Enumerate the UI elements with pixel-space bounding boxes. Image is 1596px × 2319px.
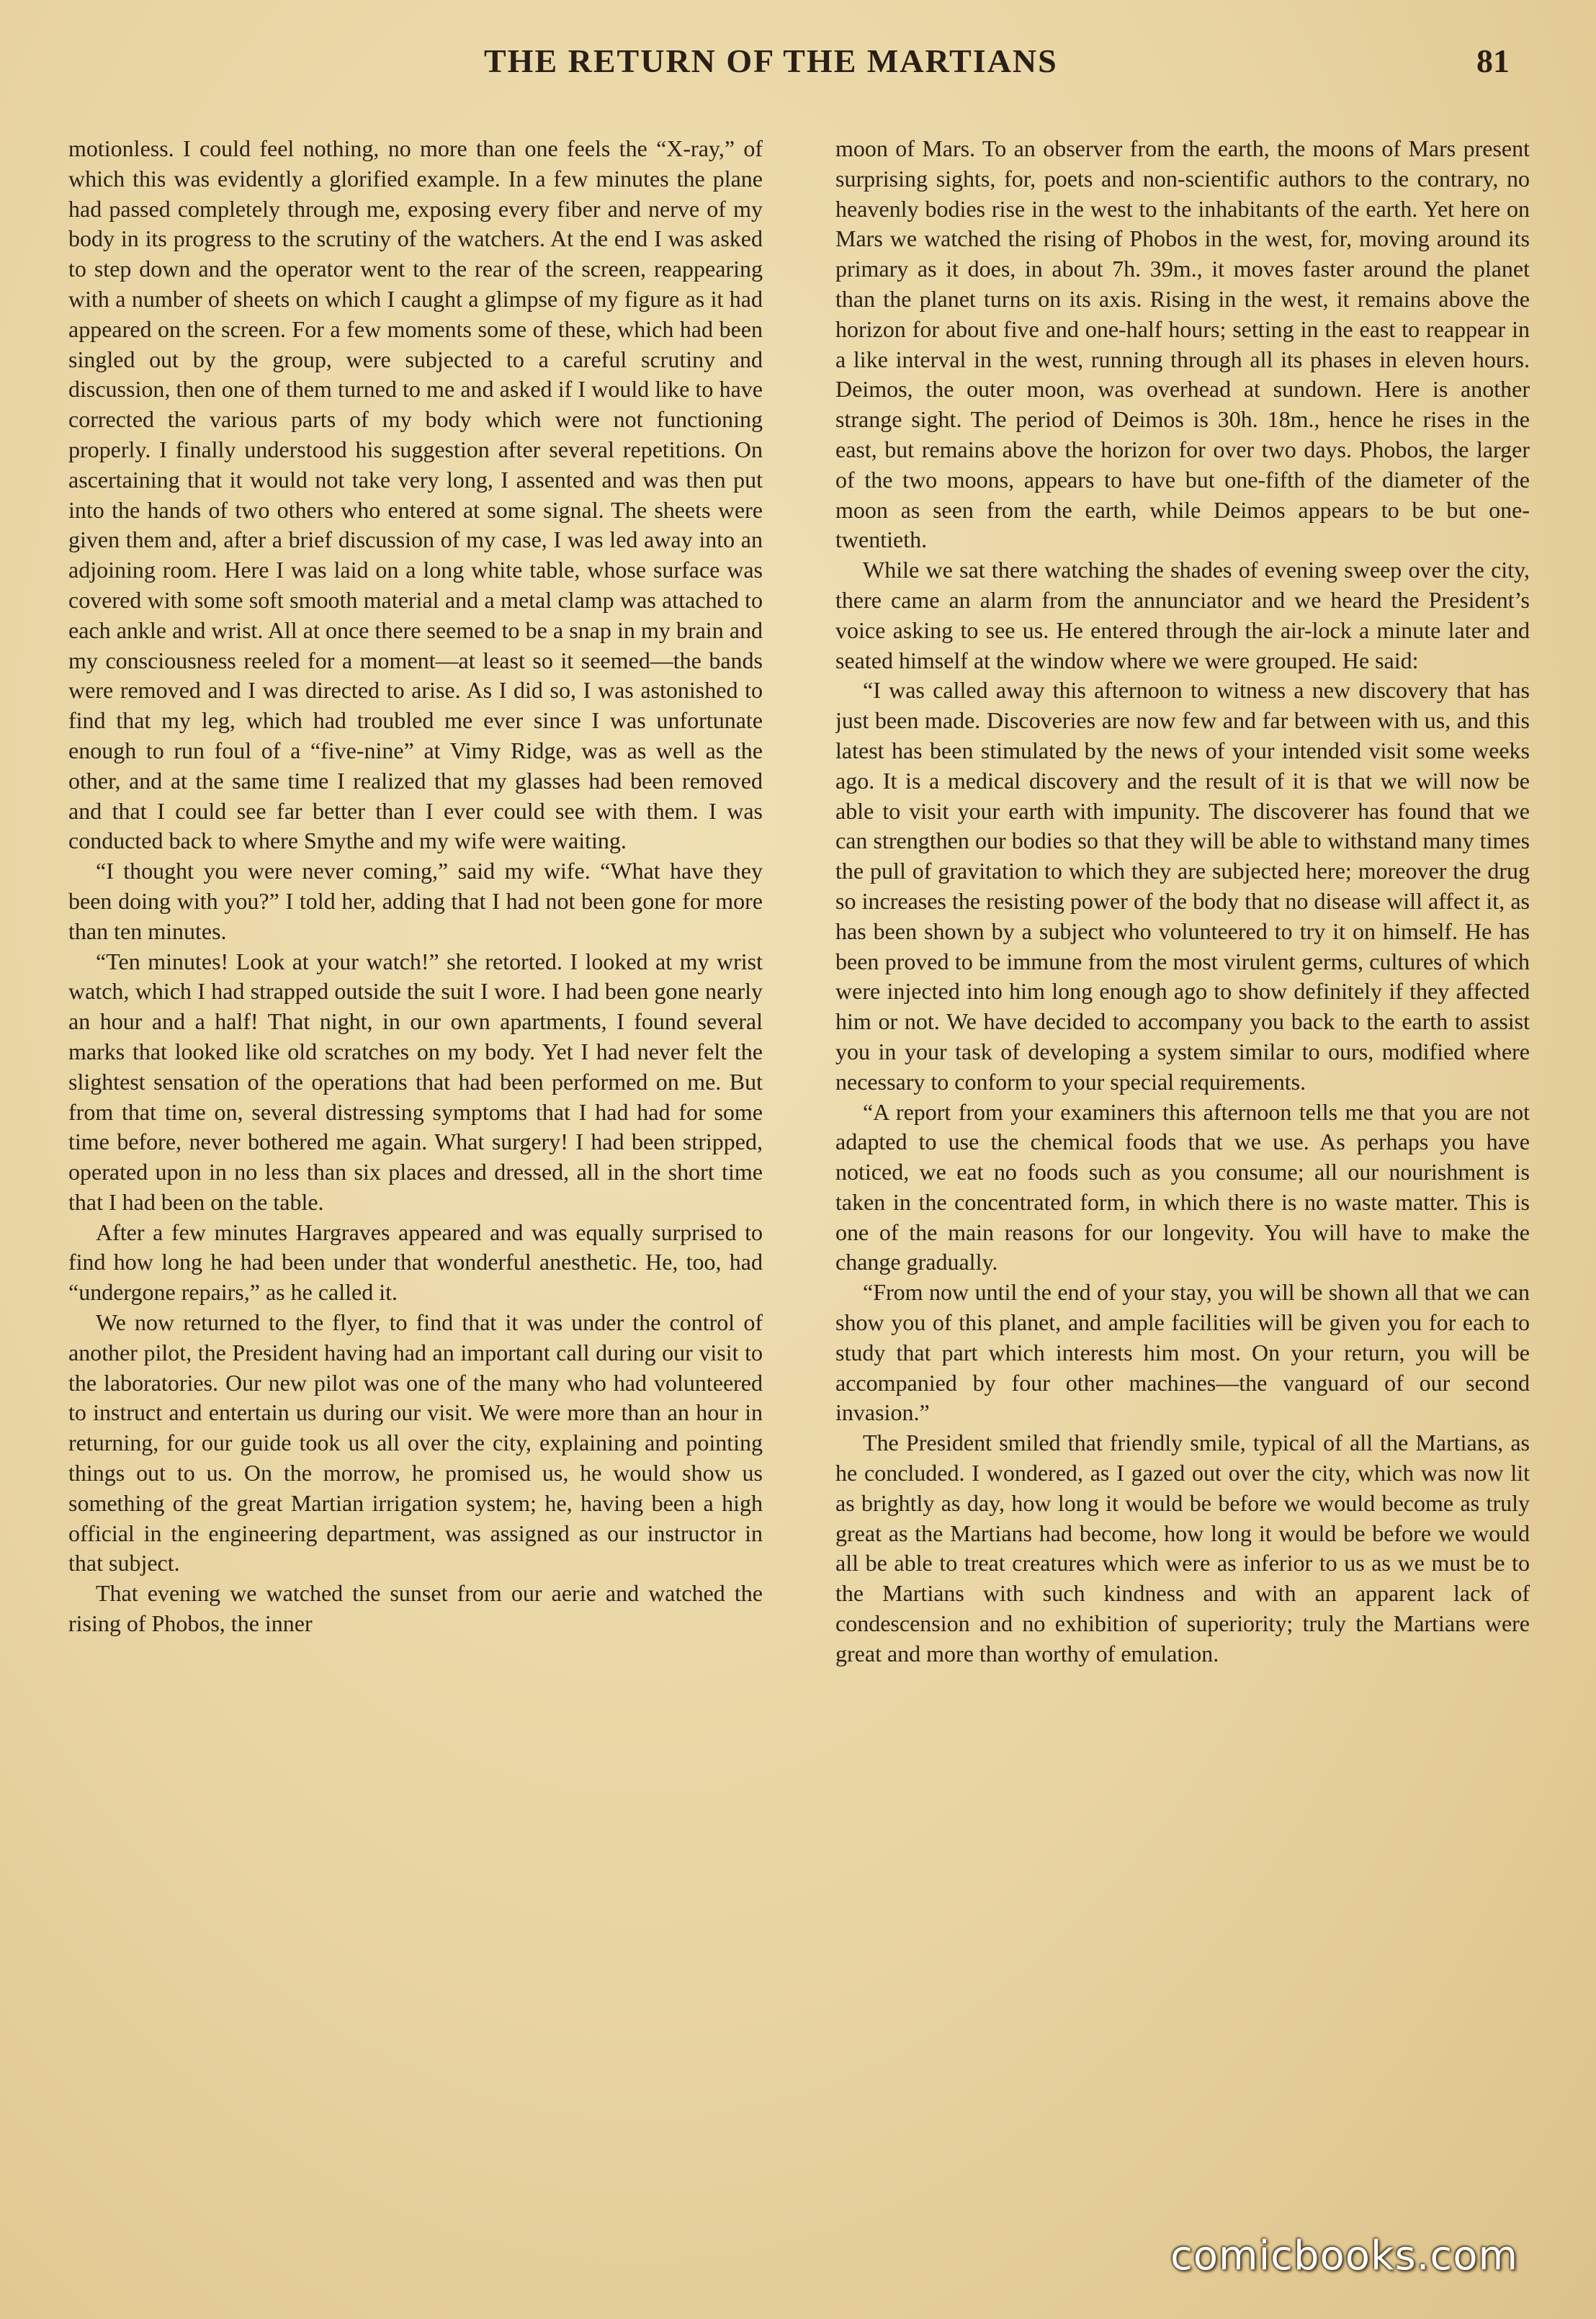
paragraph: “I thought you were never coming,” said my wife. “What have they been doing with you?” I told her, adding that I had not been gone for more than ten minutes.: [68, 858, 763, 944]
paragraph: “Ten minutes! Look at your watch!” she retorted. I looked at my wrist watch, which I had strapped outside the suit I wore. I had been gone nearly an hour and a half! That night, in our own apartments, I found several marks that looked like old scratches on my body. Yet I had never felt the slightest sensation of the operations that had been performed on me. But from that time on, several distressing symptoms that I had had for some time before, never bothered me again. What surgery! I had been stripped, operated upon in no less than six places and dressed, all in the short time that I had been on the table.: [68, 948, 763, 1215]
watermark: comicbooks.com: [1170, 2233, 1519, 2279]
paragraph: After a few minutes Hargraves appeared and was equally surprised to find how long he had been under that wonderful anesthetic. He, too, had “undergone repairs,” as he called it.: [68, 1219, 763, 1306]
page-number: 81: [1476, 42, 1510, 79]
paragraph: “From now until the end of your stay, you will be shown all that we can show you of this planet, and ample facilities will be given you for each to study that part which interests him most. On your return, you will be accompanied by four other machines—the vanguard of our second invasion.”: [835, 1279, 1530, 1426]
paragraph: “A report from your examiners this afternoon tells me that you are not adapted to use the chemical foods that we use. As perhaps you have noticed, we eat no foods such as you consume; all our nourishment is taken in the concentrated form, in which there is no waste matter. This is one of the main reasons for our longevity. You will have to make the change gradually.: [835, 1098, 1530, 1275]
paragraph: The President smiled that friendly smile, typical of all the Martians, as he concluded. I wondered, as I gazed out over the city, which was now lit as brightly as day, how long it would be before we would become as truly great as the Martians had become, how long it would be before we would all be able to treat creatures which were as inferior to us as we must be to the Martians with such kindness and with an apparent lack of condescension and no exhibition of superiority; truly the Martians were great and more than worthy of emulation.: [835, 1430, 1530, 1667]
page-header: [0, 42, 1596, 92]
right-column: [835, 134, 1530, 2208]
paragraph: That evening we watched the sunset from our aerie and watched the rising of Phobos, the inner: [68, 1580, 763, 1637]
paragraph: motionless. I could feel nothing, no more than one feels the “X-ray,” of which this was evidently a glorified example. In a few minutes the plane had passed completely through me, exposing every fiber and nerve of my body in its progress to the scrutiny of the watchers. At the end I was asked to step down and the operator went to the rear of the screen, reappearing with a number of sheets on which I caught a glimpse of my figure as it had appeared on the screen. For a few moments some of these, which had been singled out by the group, were subjected to a careful scrutiny and discussion, then one of them turned to me and asked if I would like to have corrected the various parts of my body which were not functioning properly. I finally understood his suggestion after several repetitions. On ascertaining that it would not take very long, I assented and was then put into the hands of two others who entered at some signal. The sheets were given them and, after a brief discussion of my case, I was led away into an adjoining room. Here I was laid on a long white table, whose surface was covered with some soft smooth material and a metal clamp was attached to each ankle and wrist. All at once there seemed to be a snap in my brain and my consciousness reeled for a moment—at least so it seemed—the bands were removed and I was directed to arise. As I did so, I was astonished to find that my leg, which had troubled me ever since I was unfortunate enough to run foul of a “five-nine” at Vimy Ridge, was as well as the other, and at the same time I realized that my glasses had been removed and that I could see far better than I ever could see with them. I was conducted back to where Smythe and my wife were waiting.: [68, 135, 763, 854]
paragraph: “I was called away this afternoon to witness a new discovery that has just been made. Discoveries are now few and far between with us, and this latest has been stimulated by the news of your intended visit some weeks ago. It is a medical discovery and the result of it is that we will now be able to visit your earth with impunity. The discoverer has found that we can strengthen our bodies so that they will be able to withstand many times the pull of gravitation to which they are subjected here; moreover the drug so increases the resisting power of the body that no disease will affect it, as has been shown by a subject who volunteered to try it on himself. He has been proved to be immune from the most virulent germs, cultures of which were injected into him long enough ago to show definitely if they affected him or not. We have decided to accompany you back to the earth to assist you in your task of developing a system similar to ours, modified where necessary to conform to your special requirements.: [835, 677, 1530, 1095]
left-column: [68, 134, 763, 2208]
paragraph: moon of Mars. To an observer from the earth, the moons of Mars present surprising sights, for, poets and non-scientific authors to the contrary, no heavenly bodies rise in the west to the inhabitants of the earth. Yet here on Mars we watched the rising of Phobos in the west, for, moving around its primary as it does, in about 7h. 39m., it moves faster around the planet than the planet turns on its axis. Rising in the west, it remains above the horizon for about five and one-half hours; setting in the east to reappear in a like interval in the west, running through all its phases in eleven hours. Deimos, the outer moon, was overhead at sundown. Here is another strange sight. The period of Deimos is 30h. 18m., hence he rises in the east, but remains above the horizon for over two days. Phobos, the larger of the two moons, appears to have but one-fifth of the diameter of the moon as seen from the earth, while Deimos appears to be but one-twentieth.: [835, 135, 1530, 553]
running-title: THE RETURN OF THE MARTIANS: [484, 42, 1058, 79]
paragraph: While we sat there watching the shades of evening sweep over the city, there came an alarm from the annunciator and we heard the President’s voice asking to see us. He entered through the air-lock a minute later and seated himself at the window where we were grouped. He said:: [835, 557, 1530, 673]
paragraph: We now returned to the flyer, to find that it was under the control of another pilot, the President having had an important call during our visit to the laboratories. Our new pilot was one of the many who had volunteered to instruct and entertain us during our visit. We were more than an hour in returning, for our guide took us all over the city, explaining and pointing things out to us. On the morrow, he promised us, he would show us something of the great Martian irrigation system; he, having been a high official in the engineering department, was assigned as our instructor in that subject.: [68, 1309, 763, 1576]
